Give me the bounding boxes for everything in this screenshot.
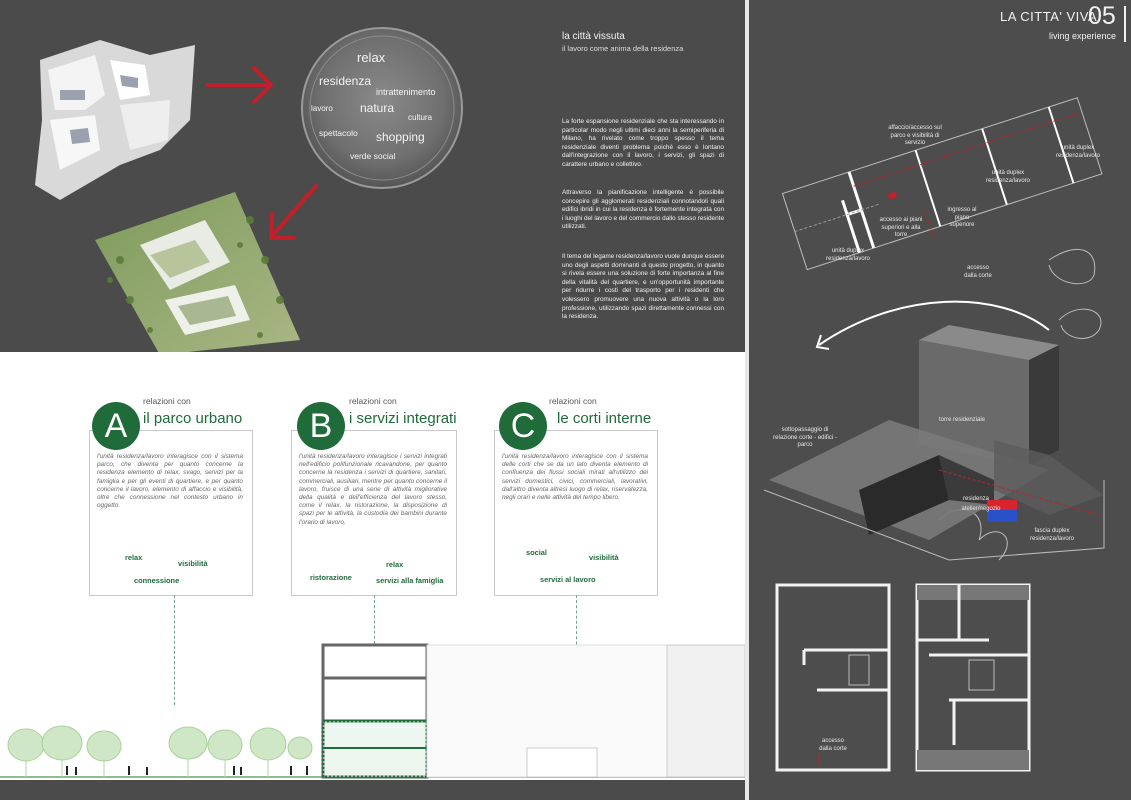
card-a-keyword-1: relax	[125, 553, 143, 562]
floor-plan-2	[917, 585, 1029, 770]
bubble-word-shopping: shopping	[376, 130, 425, 144]
card-c-keyword-2: visibilità	[589, 553, 619, 562]
card-c-rel: relazioni con	[549, 396, 597, 406]
intro-title: la città vissuta	[562, 31, 625, 42]
card-a-keyword-2: visibilità	[178, 559, 208, 568]
label-unita-duplex-2: unità duplex residenza/lavoro	[985, 170, 1031, 184]
right-drawings	[749, 0, 1131, 800]
label-accesso-corte: accesso dalla corte	[964, 265, 992, 279]
card-a-text: l'unità residenza/lavoro interagisce con il sistema parco, che diventa per quanto concerne la residenza elemento di relax, svago, servizi per la famiglia e per gli eventi di quartiere, e per quanto concerne il lavoro, elemento di affaccio e visibilità, oltre che connessione nel contesto urbano in oggetto.	[97, 453, 243, 510]
intro-paragraph-2: Attraverso la pianificazione intelligente è possibile concepire gli agglomerati residenziali connotandoli quali edifici ibridi in cui la residenza è fortemente integrata con i luoghi del lavoro e del commercio dallo stesso residente utilizzati.	[562, 189, 724, 231]
card-a-title: il parco urbano	[143, 410, 243, 427]
red-arrow-right	[208, 68, 271, 102]
card-c-keyword-1: social	[526, 548, 547, 557]
card-c-letter: C	[499, 402, 547, 450]
bubble-word-residenza: residenza	[319, 74, 372, 88]
card-c-keyword-3: servizi al lavoro	[540, 575, 596, 584]
bubble-word-cultura: cultura	[408, 113, 433, 122]
card-c-text: l'unità residenza/lavoro interagisce con il sistema delle corti che se da un lato diventa elemento di confluenza dei flussi sociali mirati all'utilizzo dei servizi domestici, civici, commerciali, lavorativi, dall'altro diventa altresì luogo di relax, riservatezza, negli orari e nelle attività del tempo libero.	[502, 453, 648, 502]
site-model-render	[95, 192, 300, 352]
bubble-word-intrattenimento: intrattenimento	[376, 87, 436, 97]
label-torre: torre residenziale	[938, 417, 986, 423]
card-b-keyword-3: servizi alla famiglia	[376, 576, 444, 585]
bubble-word-spettacolo: spettacolo	[319, 128, 358, 138]
card-c-title: le corti interne	[557, 410, 652, 427]
header-page-number: 05	[1088, 2, 1116, 30]
bubble-word-natura: natura	[360, 101, 395, 115]
card-a-keyword-3: connessione	[134, 576, 180, 585]
section-elevation	[0, 640, 745, 782]
card-b-keyword-1: relax	[386, 560, 404, 569]
card-b-keyword-2: ristorazione	[310, 573, 352, 582]
label-unita-duplex-1: unità duplex residenza/lavoro	[1055, 145, 1101, 159]
label-floor-accesso: accesso dalla corte	[819, 738, 847, 752]
card-b-letter: B	[297, 402, 345, 450]
label-residenza: residenza	[962, 496, 989, 502]
bubble-word-lavoro: lavoro	[311, 104, 333, 113]
bubble-word-relax: relax	[357, 50, 386, 65]
card-b-rel: relazioni con	[349, 396, 397, 406]
label-atelier: atelier/negozio	[961, 506, 1001, 512]
footer-strip	[0, 780, 745, 800]
label-unita-duplex-3: unità duplex residenza/lavoro	[825, 248, 871, 262]
white-massing-model	[35, 40, 195, 200]
card-b-title: i servizi integrati	[349, 410, 457, 427]
card-a-rel: relazioni con	[143, 396, 191, 406]
red-arrow-down-left	[271, 186, 316, 238]
label-ingresso: ingresso al piano superiore	[947, 207, 977, 228]
label-sottopassaggio: sottopassaggio di relazione corte - edifici - parco	[773, 427, 837, 448]
header-title: LA CITTA' VIVA	[1000, 9, 1098, 24]
label-accesso-piani: accesso ai piani superiori e alla torre	[879, 217, 923, 238]
card-a-letter: A	[92, 402, 140, 450]
label-affaccio: affaccio/accesso sul parco e visibilità di servizio	[888, 125, 942, 146]
label-fascia: fascia duplex residenza/lavoro	[1029, 528, 1075, 542]
header-subtitle: living experience	[1049, 31, 1117, 41]
bubble-word-verde-social: verde social	[350, 151, 396, 161]
intro-subtitle: il lavoro come anima della residenza	[562, 44, 684, 53]
intro-paragraph-3: Il tema del legame residenza/lavoro vuole dunque essere uno degli aspetti dominanti di questo progetto, in quanto si rivela essere una soluzione di forte importanza al fine della vitalità del quartiere, e un'opportunità importante per ridurre i costi del trasporto per i residenti che volessero promuovere una nuova attività o la loro professione, utilizzando spazi direttamente connessi con la residenza.	[562, 253, 724, 321]
card-b-text: l'unità residenza/lavoro interagisce i servizi integrati nell'edificio polifunzionale ricavandone, per quanto concerne la residenza i servizi di quartiere, sanitari, commerciali, ausiliari, mentre per quanto concerne il lavoro, fruisce di una serie di attività migliorative della qualità e dell'efficienza del lavoro stesso, come il relax, la ristorazione, la disposizione di spazi per le attività, la custodia dei bambini durante l'orario di lavoro.	[299, 453, 447, 526]
intro-paragraph-1: La forte espansione residenziale che sta interessando in particolar modo negli ultimi dieci anni la semiperiferia di Milano, ha rivelato come troppo spesso il tema residenziale diventi problema poiché esso è lontano dall'integrazione con il lavoro, i servizi, gli spazi di carattere urbano e collettivo.	[562, 118, 724, 168]
